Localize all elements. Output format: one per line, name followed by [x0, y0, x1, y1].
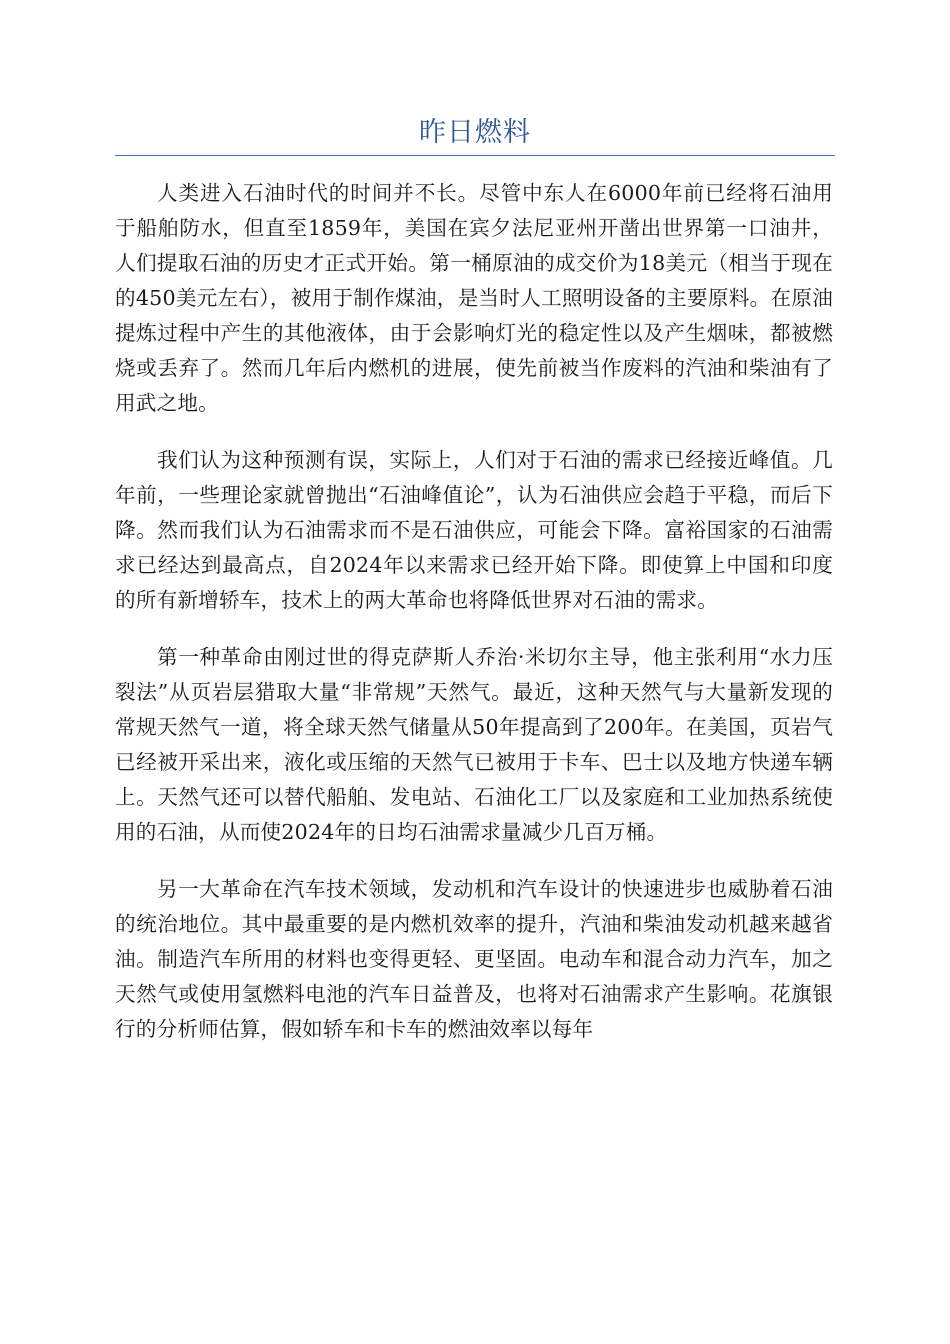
document-title: 昨日燃料 [419, 117, 531, 148]
paragraph-auto-technology: 另一大革命在汽车技术领域，发动机和汽车设计的快速进步也威胁着石油的统治地位。其中最重要的是内燃机效率的提升，汽油和柴油发动机越来越省油。制造汽车所用的材料也变得更轻、更坚固。电动车和混合动力汽车，加之天然气或使用氢燃料电池的汽车日益普及，也将对石油需求产生影响。花旗银行的分析师估算，假如轿车和卡车的燃油效率以每年 [115, 877, 833, 1041]
title-underline [115, 155, 835, 156]
document-body [115, 176, 833, 1069]
paragraph-peak-demand: 我们认为这种预测有误，实际上，人们对于石油的需求已经接近峰值。几年前，一些理论家就曾抛出“石油峰值论”，认为石油供应会趋于平稳，而后下降。然而我们认为石油需求而不是石油供应，可能会下降。富裕国家的石油需求已经达到最高点，自2024年以来需求已经开始下降。即使算上中国和印度的所有新增轿车，技术上的两大革命也将降低世界对石油的需求。 [115, 448, 833, 612]
paragraph-shale-gas: 第一种革命由刚过世的得克萨斯人乔治·米切尔主导，他主张利用“水力压裂法”从页岩层猎取大量“非常规”天然气。最近，这种天然气与大量新发现的常规天然气一道，将全球天然气储量从50年提高到了200年。在美国，页岩气已经被开采出来，液化或压缩的天然气已被用于卡车、巴士以及地方快递车辆上。天然气还可以替代船舶、发电站、石油化工厂以及家庭和工业加热系统使用的石油，从而使2024年的日均石油需求量减少几百万桶。 [115, 645, 833, 844]
paragraph-oil-history: 人类进入石油时代的时间并不长。尽管中东人在6000年前已经将石油用于船舶防水，但直至1859年，美国在宾夕法尼亚州开凿出世界第一口油井，人们提取石油的历史才正式开始。第一桶原油的成交价为18美元（相当于现在的450美元左右），被用于制作煤油，是当时人工照明设备的主要原料。在原油提炼过程中产生的其他液体，由于会影响灯光的稳定性以及产生烟味，都被燃烧或丢弃了。然而几年后内燃机的进展，使先前被当作废料的汽油和柴油有了用武之地。 [115, 181, 833, 415]
